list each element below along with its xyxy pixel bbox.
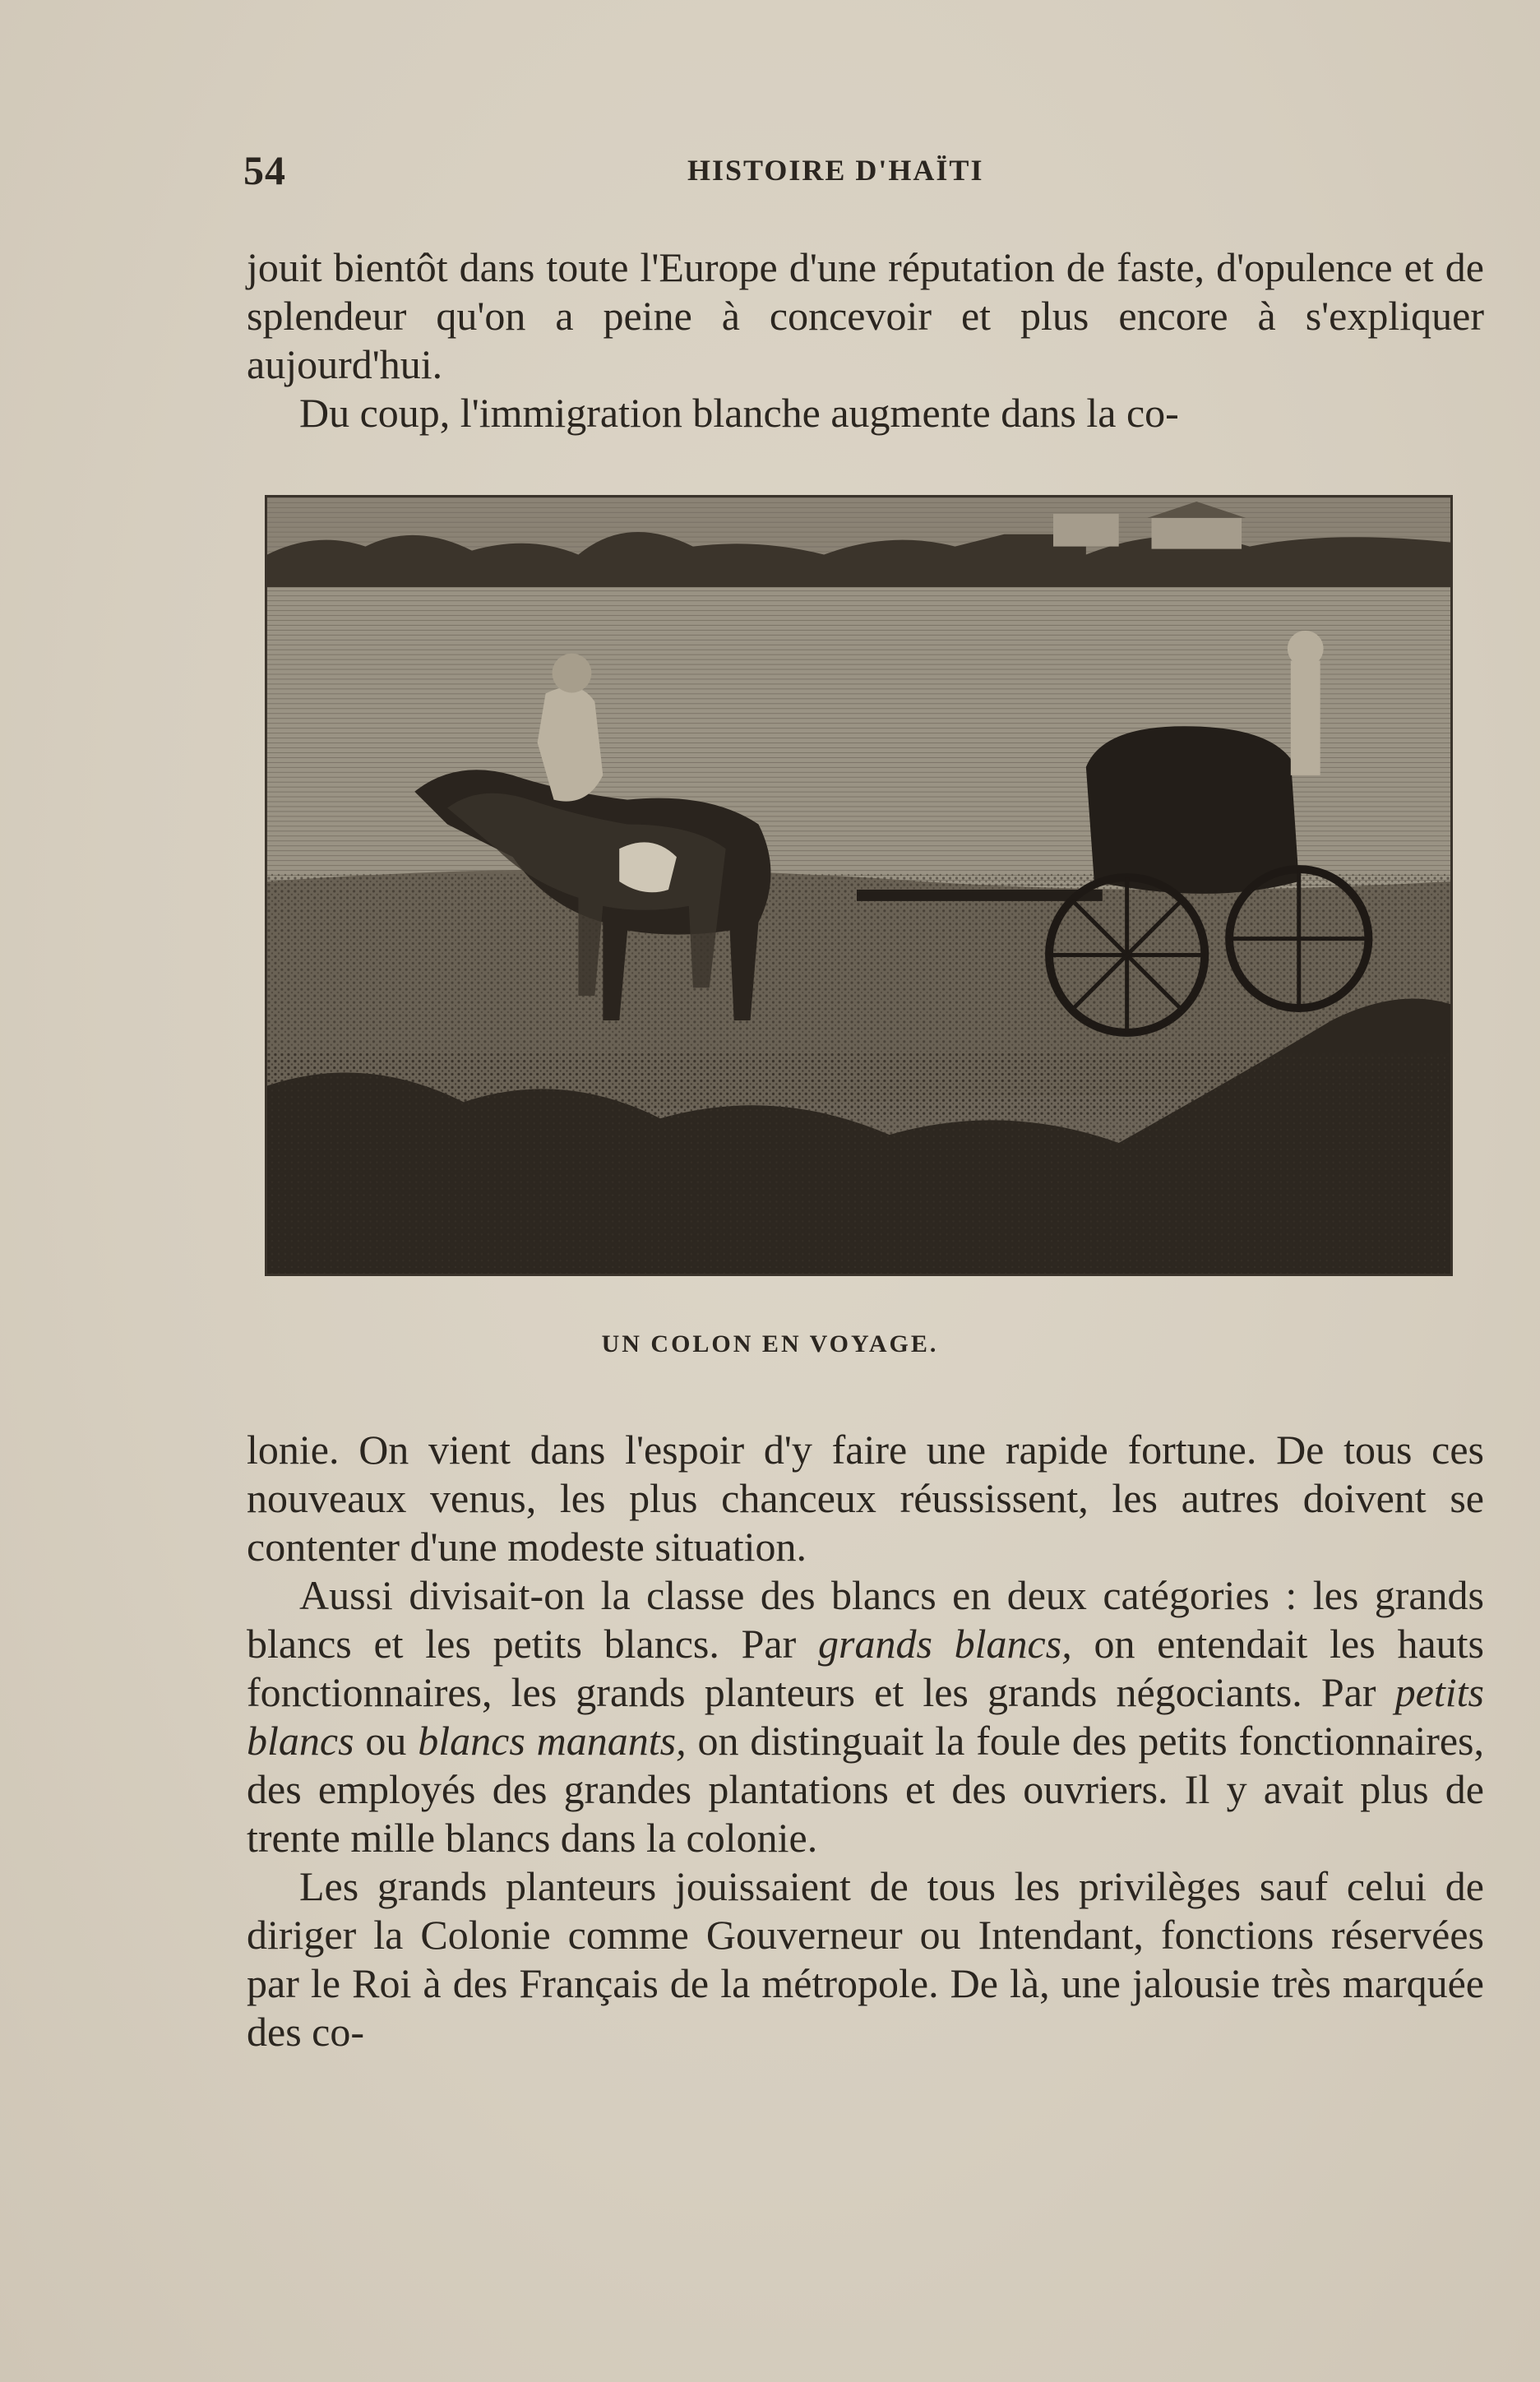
text-run: on distinguait la foule des petits fonctionnaires, des employés des grandes plantations et des ouvriers. Il y avait plus de trente mille blancs dans la colonie.: [247, 1718, 1485, 1861]
paragraph: jouit bientôt dans toute l'Europe d'une réputation de faste, d'opulence et de splendeur qu'on a peine à concevoir et plus encore à s'expliquer aujourd'hui.: [247, 244, 1484, 387]
text-block-bottom: [247, 1426, 1484, 2056]
running-title: HISTOIRE D'HAÏTI: [687, 154, 984, 187]
colonist-carriage-engraving: [267, 497, 1450, 1274]
italic-term: grands blancs,: [818, 1621, 1072, 1667]
italic-term: blancs manants,: [418, 1718, 687, 1764]
engraving-illustration: [265, 495, 1453, 1276]
text-run: ou: [354, 1718, 419, 1764]
text-run: Aussi divisait-on la classe des blancs en deux catégories : les grands blancs et les petits blancs. Par: [247, 1572, 1484, 1667]
page-header: [243, 146, 1485, 204]
figure-caption: UN COLON EN VOYAGE.: [601, 1330, 939, 1358]
text-block-top: [247, 243, 1484, 437]
italic-term: petits blancs: [247, 1669, 1484, 1764]
text-run: on entendait les hauts fonctionnaires, les grands planteurs et les grands négociants. Par: [247, 1621, 1484, 1715]
paragraph: Les grands planteurs jouissaient de tous les privilèges sauf celui de diriger la Colonie comme Gouverneur ou Intendant, fonctions réservées par le Roi à des Français de la métropole. De là, une jalousie très marquée des co-: [247, 1863, 1484, 2055]
page-number: 54: [243, 147, 286, 193]
paragraph: [247, 1571, 1484, 1862]
paragraph: lonie. On vient dans l'espoir d'y faire une rapide fortune. De tous ces nouveaux venus, les plus chanceux réussissent, les autres doivent se contenter d'une modeste situation.: [247, 1427, 1484, 1570]
paragraph: Du coup, l'immigration blanche augmente dans la co-: [299, 390, 1179, 436]
